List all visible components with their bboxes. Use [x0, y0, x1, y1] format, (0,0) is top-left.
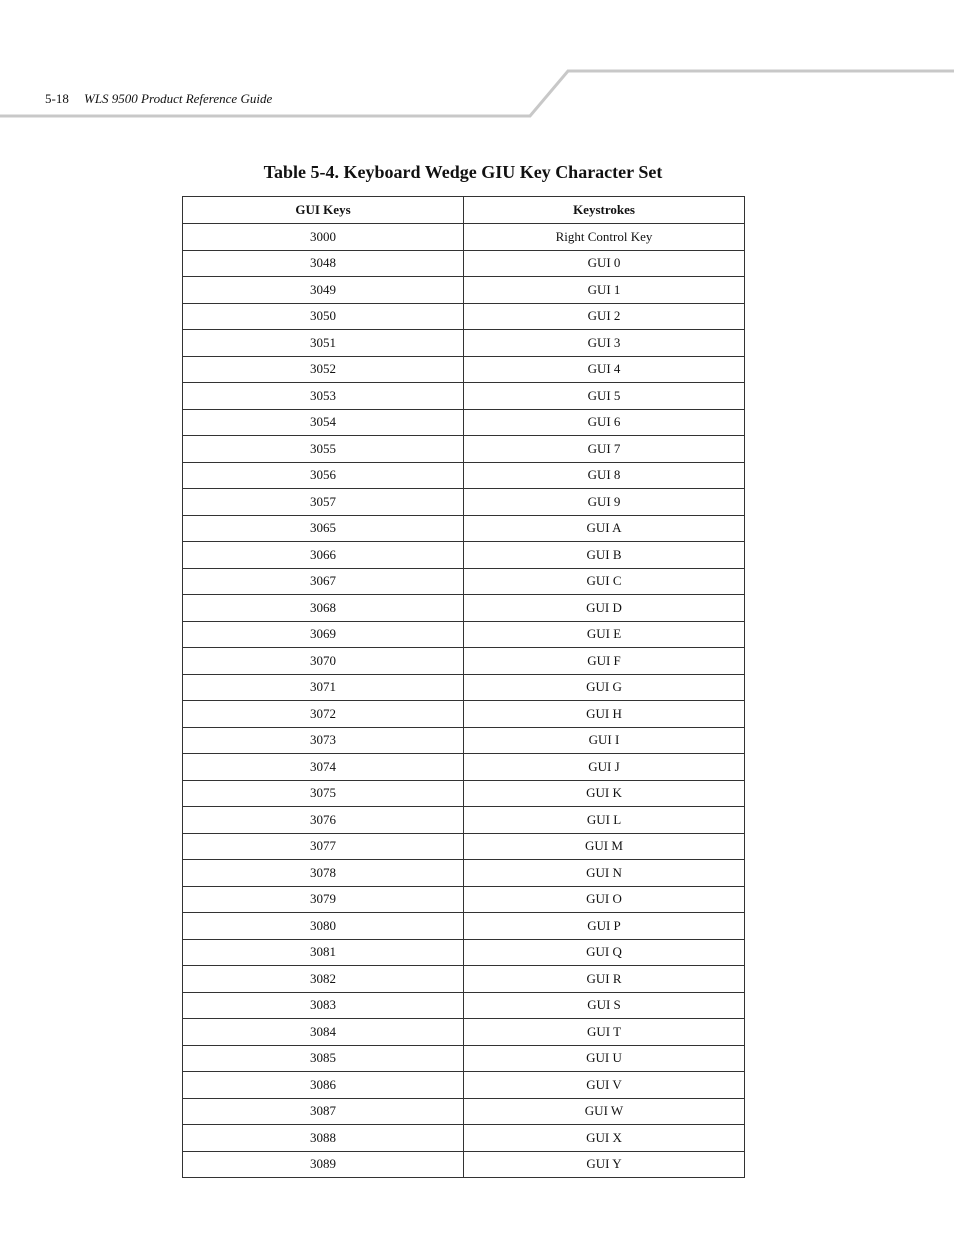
table-row: [183, 674, 745, 701]
gui-key-cell: 3082: [183, 966, 464, 993]
gui-key-cell: 3065: [183, 515, 464, 542]
gui-key-cell: 3085: [183, 1045, 464, 1072]
gui-key-cell: 3070: [183, 648, 464, 675]
gui-key-cell: 3052: [183, 356, 464, 383]
table-row: [183, 224, 745, 251]
keystroke-cell: GUI U: [464, 1045, 745, 1072]
gui-key-cell: 3078: [183, 860, 464, 887]
column-header-keystrokes: Keystrokes: [464, 197, 745, 224]
keystroke-cell: GUI 5: [464, 383, 745, 410]
gui-key-cell: 3050: [183, 303, 464, 330]
table-row: [183, 780, 745, 807]
table-row: [183, 250, 745, 277]
keystroke-cell: GUI 3: [464, 330, 745, 357]
keystroke-cell: GUI J: [464, 754, 745, 781]
keystroke-cell: GUI Q: [464, 939, 745, 966]
header-rule-graphic: [0, 0, 954, 130]
keystroke-cell: GUI 4: [464, 356, 745, 383]
gui-key-cell: 3066: [183, 542, 464, 569]
table-caption: Table 5-4. Keyboard Wedge GIU Key Character Set: [263, 162, 663, 182]
keystroke-cell: GUI H: [464, 701, 745, 728]
column-header-gui-keys: GUI Keys: [183, 197, 464, 224]
gui-key-cell: 3079: [183, 886, 464, 913]
keystroke-cell: GUI F: [464, 648, 745, 675]
gui-key-cell: 3069: [183, 621, 464, 648]
gui-key-cell: 3076: [183, 807, 464, 834]
table-row: [183, 1045, 745, 1072]
gui-key-cell: 3057: [183, 489, 464, 516]
keystroke-cell: GUI C: [464, 568, 745, 595]
gui-key-cell: 3087: [183, 1098, 464, 1125]
keystroke-cell: GUI V: [464, 1072, 745, 1099]
gui-key-cell: 3054: [183, 409, 464, 436]
gui-key-table: [182, 196, 745, 1178]
table-row: [183, 621, 745, 648]
table-header-row: [183, 197, 745, 224]
keystroke-cell: GUI S: [464, 992, 745, 1019]
guide-title: WLS 9500 Product Reference Guide: [84, 91, 273, 106]
gui-key-cell: 3053: [183, 383, 464, 410]
keystroke-cell: GUI X: [464, 1125, 745, 1152]
gui-key-cell: 3075: [183, 780, 464, 807]
keystroke-cell: GUI 6: [464, 409, 745, 436]
gui-key-cell: 3000: [183, 224, 464, 251]
table-row: [183, 913, 745, 940]
keystroke-cell: GUI G: [464, 674, 745, 701]
keystroke-cell: GUI N: [464, 860, 745, 887]
gui-key-cell: 3055: [183, 436, 464, 463]
keystroke-cell: GUI 9: [464, 489, 745, 516]
table-row: [183, 754, 745, 781]
gui-key-cell: 3084: [183, 1019, 464, 1046]
table-row: [183, 833, 745, 860]
keystroke-cell: GUI P: [464, 913, 745, 940]
keystroke-cell: GUI W: [464, 1098, 745, 1125]
table-row: [183, 966, 745, 993]
keystroke-cell: GUI E: [464, 621, 745, 648]
table-row: [183, 1125, 745, 1152]
table-row: [183, 409, 745, 436]
gui-key-cell: 3077: [183, 833, 464, 860]
keystroke-cell: GUI O: [464, 886, 745, 913]
keystroke-cell: GUI K: [464, 780, 745, 807]
gui-key-cell: 3080: [183, 913, 464, 940]
table-row: [183, 1019, 745, 1046]
table-row: [183, 807, 745, 834]
gui-key-cell: 3086: [183, 1072, 464, 1099]
keystroke-cell: GUI 0: [464, 250, 745, 277]
gui-key-cell: 3051: [183, 330, 464, 357]
table-row: [183, 595, 745, 622]
table-row: [183, 1098, 745, 1125]
keystroke-cell: GUI B: [464, 542, 745, 569]
table-row: [183, 701, 745, 728]
table-row: [183, 277, 745, 304]
gui-key-cell: 3068: [183, 595, 464, 622]
table-row: [183, 939, 745, 966]
table-row: [183, 356, 745, 383]
table-row: [183, 383, 745, 410]
table-row: [183, 542, 745, 569]
gui-key-cell: 3088: [183, 1125, 464, 1152]
gui-key-cell: 3089: [183, 1151, 464, 1178]
gui-key-cell: 3072: [183, 701, 464, 728]
keystroke-cell: GUI L: [464, 807, 745, 834]
gui-key-cell: 3071: [183, 674, 464, 701]
table-row: [183, 436, 745, 463]
keystroke-cell: GUI T: [464, 1019, 745, 1046]
keystroke-cell: GUI 1: [464, 277, 745, 304]
keystroke-cell: GUI M: [464, 833, 745, 860]
table-row: [183, 515, 745, 542]
table-row: [183, 568, 745, 595]
gui-key-cell: 3073: [183, 727, 464, 754]
keystroke-cell: GUI 7: [464, 436, 745, 463]
table-row: [183, 886, 745, 913]
gui-key-cell: 3083: [183, 992, 464, 1019]
table-row: [183, 462, 745, 489]
keystroke-cell: GUI A: [464, 515, 745, 542]
keystroke-cell: GUI 8: [464, 462, 745, 489]
table-row: [183, 303, 745, 330]
table-row: [183, 489, 745, 516]
table-row: [183, 992, 745, 1019]
gui-key-cell: 3048: [183, 250, 464, 277]
table-row: [183, 727, 745, 754]
table-body: [183, 224, 745, 1178]
page-number: 5-18: [45, 91, 69, 106]
table-row: [183, 330, 745, 357]
gui-key-cell: 3067: [183, 568, 464, 595]
gui-key-cell: 3074: [183, 754, 464, 781]
keystroke-cell: GUI 2: [464, 303, 745, 330]
keystroke-cell: GUI Y: [464, 1151, 745, 1178]
gui-key-cell: 3056: [183, 462, 464, 489]
table-row: [183, 648, 745, 675]
gui-key-cell: 3081: [183, 939, 464, 966]
keystroke-cell: GUI R: [464, 966, 745, 993]
keystroke-cell: GUI D: [464, 595, 745, 622]
gui-key-cell: 3049: [183, 277, 464, 304]
keystroke-cell: GUI I: [464, 727, 745, 754]
table-row: [183, 1151, 745, 1178]
table-row: [183, 860, 745, 887]
keystroke-cell: Right Control Key: [464, 224, 745, 251]
table-row: [183, 1072, 745, 1099]
